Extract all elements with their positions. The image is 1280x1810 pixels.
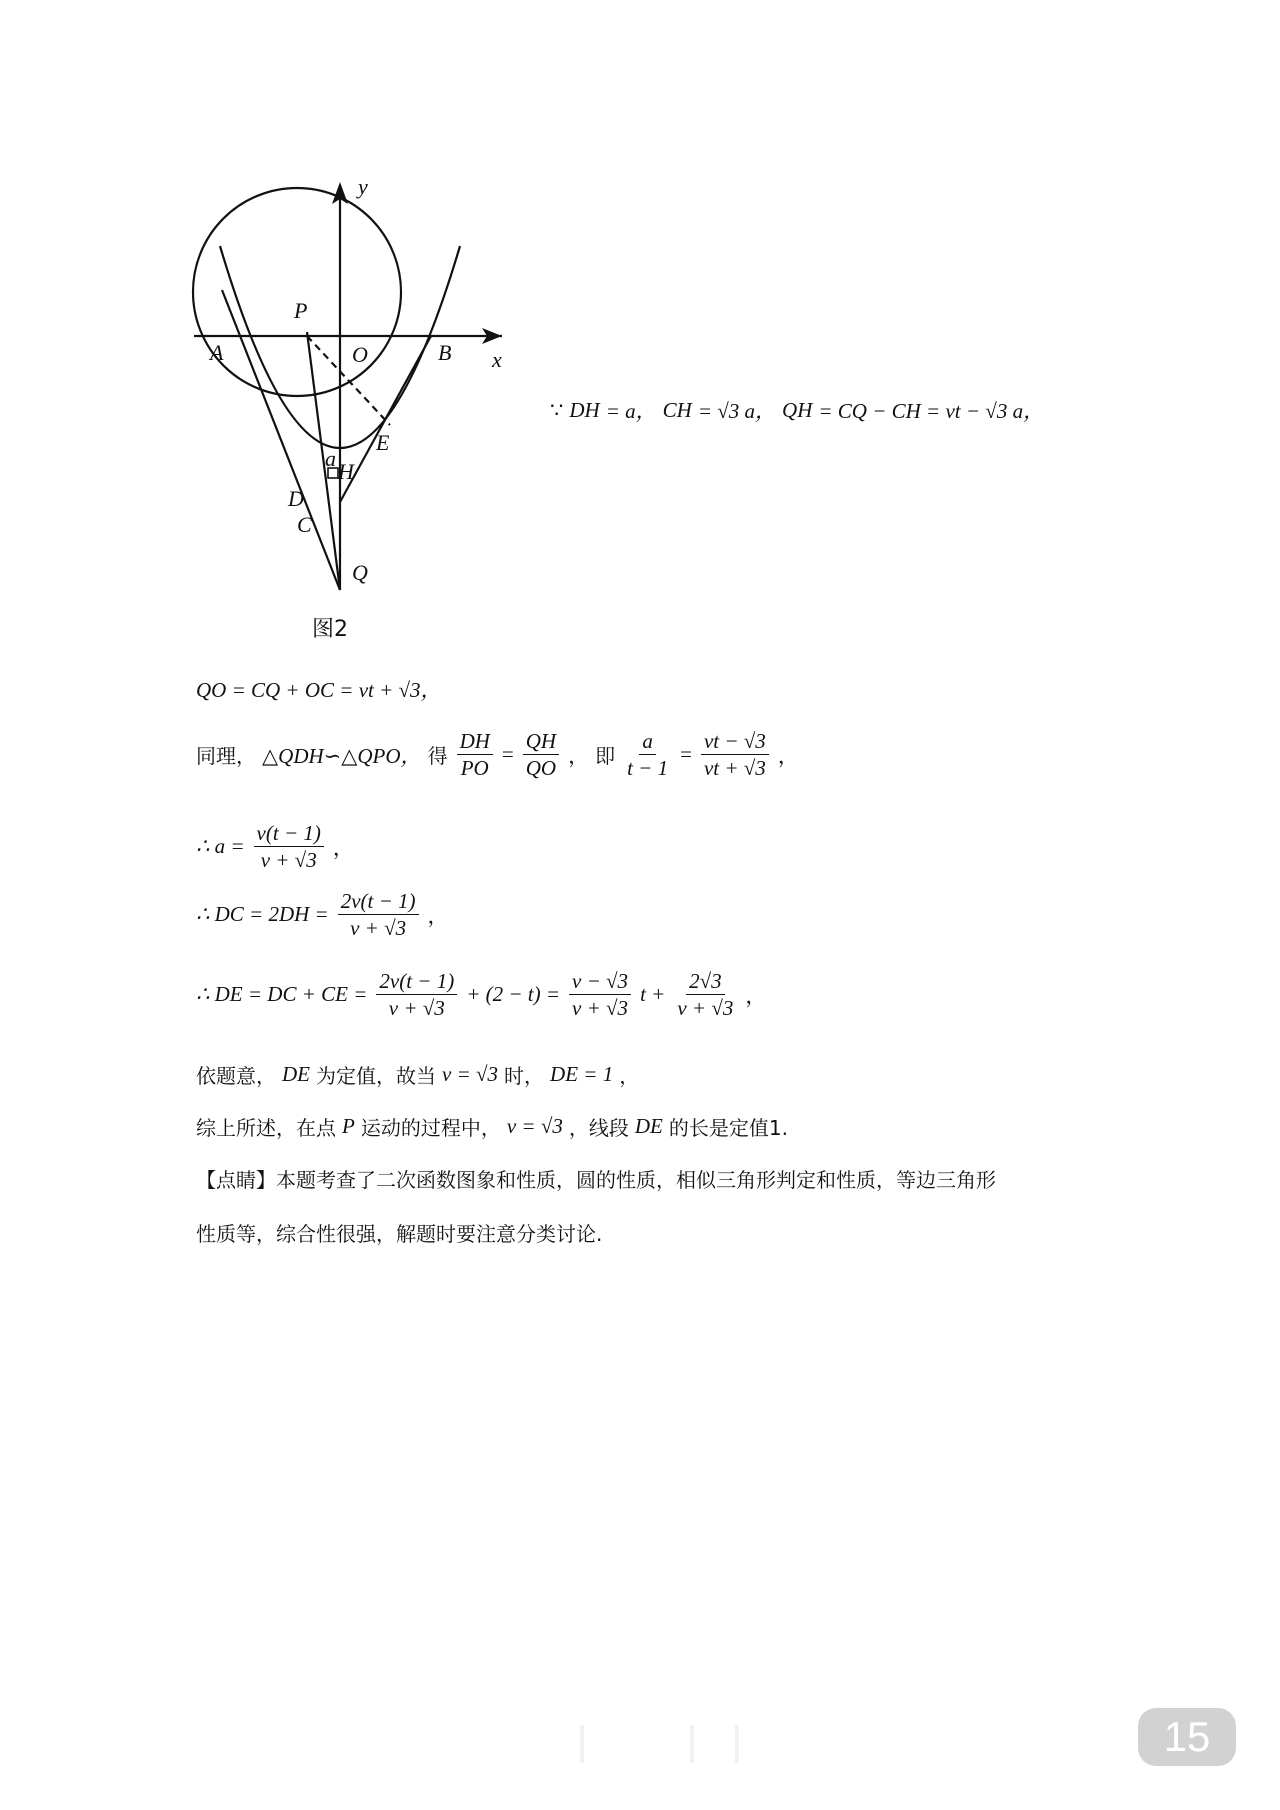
equals-sign: =: [501, 742, 514, 767]
fraction-numerator: a: [639, 730, 656, 755]
fraction-constant: [674, 970, 736, 1019]
fraction-numerator: 2√3: [686, 970, 725, 995]
text: ，: [619, 1064, 640, 1088]
equation-line-4: [196, 822, 354, 871]
fraction-denominator: v + √3: [388, 996, 445, 1021]
fraction-QH-QO: [523, 730, 559, 779]
text-ji: 即: [595, 744, 616, 769]
plus-CE-term: + (2 − t) =: [466, 982, 561, 1007]
equation-line-3: [196, 730, 799, 779]
equation-line-1: [550, 395, 1044, 425]
label-C: C: [297, 512, 312, 537]
var-DE: DE: [634, 1114, 663, 1138]
fraction-numerator: v(t − 1): [254, 822, 324, 847]
eq-CH-value: = √3 a，: [697, 399, 777, 423]
comment-line-2: 性质等，综合性很强，解题时要注意分类讨论.: [196, 1222, 603, 1246]
fraction-denominator: v + √3: [572, 996, 629, 1021]
conclusion-line-1: [196, 1060, 639, 1089]
t-plus: t +: [640, 982, 666, 1007]
DE-equals: DE = 1: [550, 1062, 614, 1086]
fraction-denominator: v + √3: [260, 848, 317, 873]
text: 依题意，: [196, 1064, 276, 1088]
fraction-DC-term: [376, 970, 457, 1019]
circle: [193, 188, 401, 396]
fraction-numerator: 2v(t − 1): [338, 890, 419, 915]
text-de: 得: [427, 744, 448, 769]
figure-2-diagram: [180, 170, 540, 610]
figure-caption: 图2: [312, 617, 348, 642]
comma: ，: [777, 743, 799, 768]
eq-QO: QO = CQ + OC = vt + √3，: [196, 678, 442, 702]
text: 运动的过程中，: [360, 1116, 501, 1140]
label-E: E: [376, 430, 390, 455]
fraction-numerator: 2v(t − 1): [376, 970, 457, 995]
equation-line-2: [196, 674, 442, 704]
var-DE: DE: [282, 1062, 310, 1086]
text: 综上所述，在点: [196, 1116, 336, 1140]
because-symbol: ∵: [550, 397, 564, 422]
fraction-numerator: v − √3: [569, 970, 631, 995]
line-PE: [307, 336, 390, 425]
label-y: y: [358, 174, 368, 199]
therefore-DE: ∴ DE = DC + CE =: [196, 982, 368, 1007]
equals-sign: =: [680, 742, 692, 767]
comma: ，: [427, 903, 449, 928]
label-a: a: [325, 446, 336, 471]
label-Q: Q: [352, 560, 368, 585]
comma: ，: [568, 743, 590, 768]
fraction-denominator: QO: [525, 756, 557, 781]
var-CH: CH: [662, 397, 692, 422]
comma: ，: [332, 835, 354, 860]
fraction-denominator: v + √3: [350, 916, 407, 941]
fraction-numerator: QH: [523, 730, 559, 755]
label-A: A: [210, 340, 224, 365]
fraction-denominator: PO: [460, 756, 489, 781]
v-equals: v = √3: [442, 1062, 499, 1086]
conclusion-line-2: [196, 1112, 788, 1141]
fraction-numerator: vt − √3: [701, 730, 769, 755]
var-P: P: [342, 1114, 355, 1138]
therefore-DC: ∴ DC = 2DH =: [196, 902, 329, 927]
label-O: O: [352, 342, 368, 367]
scan-mark: [580, 1725, 584, 1763]
label-x: x: [492, 347, 502, 372]
fraction-a-value: [254, 822, 324, 871]
fraction-denominator: v + √3: [677, 996, 734, 1021]
label-B: B: [438, 340, 452, 365]
text: ，线段: [568, 1116, 629, 1140]
text: 的长是定值1.: [668, 1116, 788, 1140]
fraction-DH-PO: [457, 730, 493, 779]
fraction-vt: [701, 730, 769, 779]
comment-line-1: 【点睛】本题考查了二次函数图象和性质，圆的性质，相似三角形判定和性质，等边三角形: [196, 1168, 996, 1192]
fraction-numerator: DH: [457, 730, 493, 755]
var-DH: DH: [569, 397, 600, 422]
scan-mark: [690, 1725, 694, 1763]
v-equals: v = √3: [506, 1114, 563, 1138]
var-QH: QH: [782, 397, 813, 422]
similar-triangles: △QDH∽△QPO，: [262, 743, 422, 768]
fraction-coefficient-t: [569, 970, 631, 1019]
fraction-a-t: [624, 730, 671, 779]
label-D: D: [288, 486, 304, 511]
fraction-DC-value: [338, 890, 419, 939]
text: 为定值，故当: [316, 1064, 436, 1088]
label-P: P: [294, 298, 308, 323]
page-number-badge: 15: [1138, 1708, 1236, 1766]
fraction-denominator: t − 1: [627, 756, 669, 781]
label-H: H: [338, 459, 354, 484]
equation-line-5: [196, 890, 449, 939]
fraction-denominator: vt + √3: [703, 756, 766, 781]
therefore-a: ∴ a =: [196, 834, 245, 859]
comma: ，: [745, 983, 767, 1008]
text: 时，: [504, 1064, 545, 1088]
eq-DH-value: = a，: [605, 399, 657, 423]
scan-mark: [735, 1725, 739, 1763]
text-tongli: 同理，: [196, 744, 256, 769]
eq-QH-value: = CQ − CH = vt − √3 a，: [818, 399, 1045, 423]
equation-line-6: [196, 970, 766, 1019]
